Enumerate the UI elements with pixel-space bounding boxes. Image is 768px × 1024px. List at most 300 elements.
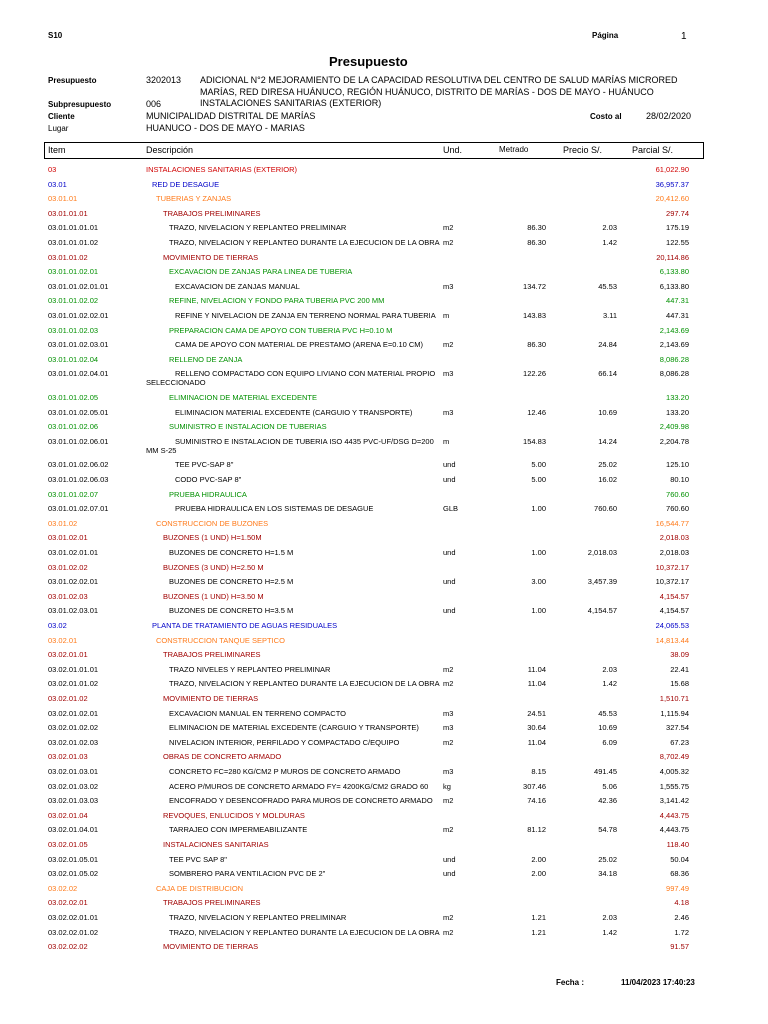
row-item-code: 03.01.01.02	[48, 252, 88, 262]
row-item-code: 03.01.01.02.02.01	[48, 311, 109, 320]
column-header-unit: Und.	[443, 145, 463, 155]
row-description: PLANTA DE TRATAMIENTO DE AGUAS RESIDUALES	[152, 621, 338, 630]
row-description: EXCAVACION DE ZANJAS MANUAL	[175, 281, 300, 291]
row-parcial: 16,544.77	[655, 518, 689, 528]
column-header-metrado: Metrado	[499, 145, 529, 154]
table-header	[44, 142, 704, 159]
row-description: EXCAVACION DE ZANJAS PARA LINEA DE TUBERIA	[169, 267, 353, 277]
row-description: REFINE Y NIVELACION DE ZANJA EN TERRENO NORMAL PARA TUBERIA	[175, 311, 436, 320]
table-row	[0, 679, 768, 693]
row-description: RED DE DESAGUE	[152, 179, 220, 189]
row-item-code: 03.01.02.03.01	[48, 606, 99, 616]
row-item-code: 03.01.01.02.02	[48, 296, 99, 306]
subpresupuesto-code: 006	[146, 99, 162, 109]
table-row	[0, 180, 768, 194]
row-item-code: 03.01.02.01.01	[48, 548, 99, 557]
column-header-description: Descripción	[146, 145, 194, 155]
row-description-continued: MM S-25	[146, 445, 177, 455]
row-precio: 5.06	[602, 781, 617, 791]
table-row	[0, 694, 768, 708]
row-parcial: 6,133.80	[659, 267, 689, 277]
row-unit: m3	[443, 369, 454, 379]
row-parcial: 997.49	[666, 883, 689, 893]
row-unit: m3	[443, 767, 454, 776]
row-item-code: 03.02.01.02.03	[48, 737, 99, 747]
row-parcial: 4,154.57	[659, 606, 689, 616]
row-item-code: 03.01.01.02.03	[48, 325, 99, 335]
row-parcial: 2,409.98	[659, 422, 689, 432]
row-unit: GLB	[443, 504, 459, 514]
row-precio: 2.03	[602, 223, 617, 233]
row-parcial: 133.20	[666, 393, 689, 402]
row-description: REVOQUES, ENLUCIDOS Y MOLDURAS	[163, 810, 305, 820]
row-metrado: 12.46	[527, 407, 546, 417]
row-unit: m3	[443, 708, 454, 718]
row-parcial: 2,204.78	[659, 436, 689, 446]
row-precio: 45.53	[598, 708, 617, 718]
row-description: OBRAS DE CONCRETO ARMADO	[163, 752, 282, 762]
row-item-code: 03.01.01.02.07	[48, 489, 99, 499]
row-item-code: 03.01.02	[48, 518, 78, 528]
row-parcial: 10,372.17	[655, 562, 689, 572]
row-unit: m	[443, 311, 450, 320]
row-description: CONCRETO FC=280 KG/CM2 P MUROS DE CONCRETO ARMADO	[169, 767, 401, 776]
table-row	[0, 855, 768, 869]
row-metrado: 3.00	[531, 577, 546, 587]
row-description: TRAZO, NIVELACION Y REPLANTEO PRELIMINAR	[169, 223, 347, 233]
row-precio: 34.18	[598, 869, 617, 879]
row-precio: 10.69	[598, 723, 617, 733]
row-precio: 24.84	[598, 340, 617, 350]
row-precio: 25.02	[598, 460, 617, 470]
row-unit: m2	[443, 927, 454, 937]
row-unit: m2	[443, 796, 454, 806]
row-parcial: 447.31	[666, 296, 689, 306]
row-description: MOVIMIENTO DE TIERRAS	[163, 942, 259, 952]
row-description: INSTALACIONES SANITARIAS	[163, 840, 269, 849]
row-parcial: 175.19	[666, 223, 689, 233]
row-metrado: 81.12	[527, 825, 546, 835]
table-row	[0, 738, 768, 752]
row-metrado: 1.21	[531, 913, 546, 922]
row-unit: m2	[443, 340, 454, 350]
row-item-code: 03.02.01.04	[48, 810, 88, 820]
row-description: TEE PVC SAP 8"	[169, 854, 227, 864]
table-row	[0, 490, 768, 504]
row-parcial: 1.72	[674, 927, 689, 937]
row-description: BUZONES (1 UND) H=3.50 M	[163, 591, 264, 601]
row-parcial: 297.74	[666, 208, 689, 218]
row-precio: 3.11	[602, 311, 617, 320]
table-row	[0, 723, 768, 737]
row-unit: und	[443, 606, 456, 616]
row-parcial: 2,018.03	[659, 533, 689, 543]
row-parcial: 133.20	[666, 407, 689, 417]
table-row	[0, 355, 768, 369]
row-metrado: 24.51	[527, 708, 546, 718]
row-precio: 42.36	[598, 796, 617, 806]
row-precio: 491.45	[594, 767, 617, 776]
row-description: MOVIMIENTO DE TIERRAS	[163, 252, 259, 262]
row-parcial: 447.31	[666, 311, 689, 320]
row-metrado: 1.00	[531, 606, 546, 616]
table-row	[0, 504, 768, 518]
row-parcial: 15.68	[670, 679, 689, 689]
table-row	[0, 913, 768, 927]
table-row	[0, 282, 768, 296]
presupuesto-description-line1: ADICIONAL N°2 MEJORAMIENTO DE LA CAPACIDAD RESOLUTIVA DEL CENTRO DE SALUD MARÍAS MICRORED	[200, 75, 678, 85]
row-item-code: 03.01.01.02.07.01	[48, 504, 109, 514]
row-metrado: 307.46	[523, 781, 546, 791]
row-parcial: 20,412.60	[655, 194, 689, 204]
row-description: BUZONES (1 UND) H=1.50M	[163, 533, 262, 543]
row-precio: 1.42	[602, 238, 617, 247]
row-description: SUMINISTRO E INSTALACION DE TUBERIA ISO 4435 PVC-UF/DSG D=200	[175, 436, 434, 446]
row-parcial: 4,154.57	[659, 591, 689, 601]
row-parcial: 50.04	[670, 854, 689, 864]
table-row	[0, 825, 768, 839]
column-header-parcial: Parcial S/.	[632, 145, 674, 155]
column-header-item: Item	[48, 145, 66, 155]
row-description: CAMA DE APOYO CON MATERIAL DE PRESTAMO (ARENA E=0.10 CM)	[175, 340, 424, 350]
table-row	[0, 340, 768, 354]
row-parcial: 4.18	[674, 898, 689, 908]
row-description: BUZONES DE CONCRETO H=3.5 M	[169, 606, 294, 616]
row-item-code: 03.02.02.01.02	[48, 927, 99, 937]
row-unit: und	[443, 869, 456, 879]
row-parcial: 6,133.80	[659, 281, 689, 291]
table-row	[0, 767, 768, 781]
table-row	[0, 393, 768, 407]
row-description: CAJA DE DISTRIBUCION	[156, 883, 244, 893]
table-row	[0, 884, 768, 898]
table-row	[0, 194, 768, 208]
row-parcial: 38.09	[670, 650, 689, 660]
table-row	[0, 223, 768, 237]
page-number: 1	[681, 31, 687, 42]
row-description: TARRAJEO CON IMPERMEABILIZANTE	[169, 825, 308, 835]
row-unit: m2	[443, 913, 454, 922]
row-parcial: 91.57	[670, 942, 689, 952]
row-description: ACERO P/MUROS DE CONCRETO ARMADO FY= 4200KG/CM2 GRADO 60	[169, 781, 429, 791]
row-parcial: 8,086.28	[659, 354, 689, 364]
row-parcial: 14,813.44	[655, 635, 689, 645]
row-description: SUMINISTRO E INSTALACION DE TUBERIAS	[169, 422, 327, 432]
table-row	[0, 311, 768, 325]
row-description: BUZONES (3 UND) H=2.50 M	[163, 562, 264, 572]
row-description: ENCOFRADO Y DESENCOFRADO PARA MUROS DE CONCRETO ARMADO	[169, 796, 433, 806]
row-unit: m3	[443, 281, 454, 291]
row-item-code: 03.01.01.02.04.01	[48, 369, 109, 379]
row-unit: m	[443, 436, 450, 446]
row-item-code: 03.01	[48, 179, 67, 189]
row-description: TRABAJOS PRELIMINARES	[163, 898, 261, 908]
row-item-code: 03.02.02	[48, 883, 78, 893]
table-row	[0, 942, 768, 956]
row-item-code: 03.01.01	[48, 194, 78, 204]
row-item-code: 03.02.01.03.01	[48, 767, 99, 776]
row-parcial: 2.46	[674, 913, 689, 922]
row-parcial: 4,443.75	[659, 825, 689, 835]
table-row	[0, 436, 768, 455]
row-description: CONSTRUCCION DE BUZONES	[156, 518, 269, 528]
row-item-code: 03.02.02.01	[48, 898, 88, 908]
row-item-code: 03.02.01.03	[48, 752, 88, 762]
row-precio: 10.69	[598, 407, 617, 417]
table-row	[0, 796, 768, 810]
row-item-code: 03.01.01.02.01.01	[48, 281, 109, 291]
row-parcial: 760.60	[666, 504, 689, 514]
row-description: BUZONES DE CONCRETO H=2.5 M	[169, 577, 294, 587]
row-unit: und	[443, 460, 456, 470]
row-parcial: 80.10	[670, 475, 689, 484]
row-item-code: 03.01.01.02.06.01	[48, 436, 109, 446]
table-row	[0, 592, 768, 606]
row-item-code: 03.01.01.02.06	[48, 422, 99, 432]
row-description: CONSTRUCCION TANQUE SEPTICO	[156, 635, 285, 645]
table-row	[0, 296, 768, 310]
table-row	[0, 840, 768, 854]
row-parcial: 3,141.42	[659, 796, 689, 806]
row-item-code: 03.02.01.02.01	[48, 708, 99, 718]
presupuesto-label: Presupuesto	[48, 76, 97, 85]
row-description: ELIMINACION DE MATERIAL EXCEDENTE (CARGUIO Y TRANSPORTE)	[169, 723, 419, 733]
row-item-code: 03.01.01.02.04	[48, 354, 99, 364]
table-row	[0, 869, 768, 883]
row-item-code: 03.01.01.01.02	[48, 238, 99, 247]
row-item-code: 03.02.02.02	[48, 942, 88, 952]
row-parcial: 2,143.69	[659, 340, 689, 350]
lugar-label: Lugar	[48, 124, 69, 133]
table-row	[0, 519, 768, 533]
row-metrado: 11.04	[527, 679, 546, 689]
row-parcial: 760.60	[666, 489, 689, 499]
row-item-code: 03.01.01.02.03.01	[48, 340, 109, 350]
row-description: CODO PVC-SAP 8"	[175, 475, 242, 484]
row-description: TRABAJOS PRELIMINARES	[163, 208, 261, 218]
presupuesto-code: 3202013	[146, 75, 182, 85]
row-precio: 14.24	[598, 436, 617, 446]
row-unit: m2	[443, 664, 454, 674]
row-precio: 66.14	[598, 369, 617, 379]
row-unit: m2	[443, 223, 454, 233]
row-description: INSTALACIONES SANITARIAS (EXTERIOR)	[146, 165, 297, 174]
table-row	[0, 369, 768, 388]
row-description-continued: SELECCIONADO	[146, 378, 206, 388]
row-item-code: 03.02.01.01.02	[48, 679, 99, 689]
row-description: RELLENO COMPACTADO CON EQUIPO LIVIANO CON MATERIAL PROPIO	[175, 369, 436, 379]
row-metrado: 11.04	[527, 664, 546, 674]
row-parcial: 4,443.75	[659, 810, 689, 820]
row-description: TRAZO, NIVELACION Y REPLANTEO DURANTE LA EJECUCION DE LA OBRA	[169, 927, 440, 937]
column-header-precio: Precio S/.	[563, 145, 603, 155]
row-parcial: 4,005.32	[659, 767, 689, 776]
row-metrado: 30.64	[527, 723, 546, 733]
row-description: ELIMINACION DE MATERIAL EXCEDENTE	[169, 393, 317, 402]
row-metrado: 74.16	[527, 796, 546, 806]
row-description: NIVELACION INTERIOR, PERFILADO Y COMPACTADO C/EQUIPO	[169, 737, 400, 747]
row-unit: kg	[443, 781, 451, 791]
row-unit: m2	[443, 679, 454, 689]
page-label: Página	[592, 31, 619, 40]
row-metrado: 8.15	[531, 767, 546, 776]
row-metrado: 5.00	[531, 475, 546, 484]
row-parcial: 125.10	[666, 460, 689, 470]
row-metrado: 2.00	[531, 869, 546, 879]
cliente-value: MUNICIPALIDAD DISTRITAL DE MARÍAS	[146, 111, 316, 121]
row-unit: m2	[443, 737, 454, 747]
table-row	[0, 606, 768, 620]
report-code: S10	[48, 31, 63, 40]
lugar-value: HUANUCO - DOS DE MAYO - MARIAS	[146, 123, 305, 133]
table-row	[0, 238, 768, 252]
row-description: TRABAJOS PRELIMINARES	[163, 650, 261, 660]
row-precio: 45.53	[598, 281, 617, 291]
table-row	[0, 408, 768, 422]
row-precio: 54.78	[598, 825, 617, 835]
row-unit: und	[443, 548, 456, 557]
table-row	[0, 533, 768, 547]
row-metrado: 1.00	[531, 548, 546, 557]
table-row	[0, 165, 768, 179]
subpresupuesto-description: INSTALACIONES SANITARIAS (EXTERIOR)	[200, 98, 382, 108]
row-precio: 2,018.03	[587, 548, 617, 557]
table-row	[0, 475, 768, 489]
row-description: BUZONES DE CONCRETO H=1.5 M	[169, 548, 294, 557]
table-row	[0, 811, 768, 825]
fecha-value: 11/04/2023 17:40:23	[621, 978, 695, 987]
row-unit: m2	[443, 825, 454, 835]
row-description: RELLENO DE ZANJA	[169, 354, 243, 364]
row-metrado: 122.26	[523, 369, 546, 379]
row-item-code: 03.01.01.02.05.01	[48, 407, 109, 417]
row-item-code: 03.02	[48, 621, 67, 630]
row-parcial: 8,702.49	[659, 752, 689, 762]
row-parcial: 1,510.71	[659, 694, 689, 703]
row-item-code: 03.01.02.02.01	[48, 577, 99, 587]
row-item-code: 03.01.01.01	[48, 208, 88, 218]
table-row	[0, 267, 768, 281]
table-row	[0, 209, 768, 223]
row-item-code: 03.02.01.03.03	[48, 796, 99, 806]
row-metrado: 143.83	[523, 311, 546, 320]
subpresupuesto-label: Subpresupuesto	[48, 100, 112, 109]
row-parcial: 68.36	[670, 869, 689, 879]
table-row	[0, 548, 768, 562]
table-row	[0, 460, 768, 474]
row-parcial: 8,086.28	[659, 369, 689, 379]
row-unit: und	[443, 475, 456, 484]
row-description: TRAZO, NIVELACION Y REPLANTEO DURANTE LA EJECUCION DE LA OBRA	[169, 679, 440, 689]
row-item-code: 03.02.01.05.02	[48, 869, 99, 879]
row-precio: 25.02	[598, 854, 617, 864]
table-row	[0, 422, 768, 436]
row-unit: m3	[443, 407, 454, 417]
table-row	[0, 709, 768, 723]
row-metrado: 1.21	[531, 927, 546, 937]
row-parcial: 327.54	[666, 723, 689, 733]
table-row	[0, 928, 768, 942]
table-row	[0, 326, 768, 340]
table-row	[0, 650, 768, 664]
row-item-code: 03.01.02.01	[48, 533, 88, 543]
row-description: PRUEBA HIDRAULICA	[169, 489, 247, 499]
table-row	[0, 636, 768, 650]
row-parcial: 1,555.75	[659, 781, 689, 791]
cliente-label: Cliente	[48, 112, 75, 121]
row-description: TEE PVC-SAP 8"	[175, 460, 234, 470]
row-unit: und	[443, 577, 456, 587]
row-metrado: 86.30	[527, 340, 546, 350]
row-precio: 1.42	[602, 927, 617, 937]
row-item-code: 03	[48, 165, 57, 174]
row-item-code: 03.01.01.02.05	[48, 393, 99, 402]
row-item-code: 03.02.01.01.01	[48, 664, 99, 674]
row-item-code: 03.02.01.05.01	[48, 854, 99, 864]
fecha-label: Fecha :	[556, 978, 585, 987]
row-parcial: 20,114.86	[656, 252, 689, 262]
table-row	[0, 898, 768, 912]
row-parcial: 24,065.53	[655, 621, 689, 630]
row-description: TRAZO NIVELES Y REPLANTEO PRELIMINAR	[169, 664, 331, 674]
row-description: PREPARACION CAMA DE APOYO CON TUBERIA PVC H=0.10 M	[169, 325, 393, 335]
row-item-code: 03.01.02.02	[48, 562, 88, 572]
row-description: PRUEBA HIDRAULICA EN LOS SISTEMAS DE DESAGUE	[175, 504, 374, 514]
costo-label: Costo al	[590, 112, 622, 121]
row-parcial: 118.40	[666, 840, 689, 849]
table-row	[0, 563, 768, 577]
row-item-code: 03.02.01.01	[48, 650, 88, 660]
costo-date: 28/02/2020	[646, 111, 692, 121]
row-parcial: 36,957.37	[655, 179, 689, 189]
row-description: TUBERIAS Y ZANJAS	[156, 194, 232, 204]
page-title: Presupuesto	[329, 54, 408, 69]
row-item-code: 03.02.01.03.02	[48, 781, 99, 791]
row-item-code: 03.02.01	[48, 635, 78, 645]
row-item-code: 03.02.01.04.01	[48, 825, 99, 835]
row-item-code: 03.02.02.01.01	[48, 913, 99, 922]
table-row	[0, 577, 768, 591]
row-description: TRAZO, NIVELACION Y REPLANTEO PRELIMINAR	[169, 913, 347, 922]
row-parcial: 61,022.90	[655, 165, 689, 174]
row-parcial: 10,372.17	[655, 577, 689, 587]
table-row	[0, 752, 768, 766]
row-metrado: 11.04	[527, 737, 546, 747]
row-precio: 4,154.57	[587, 606, 617, 616]
row-precio: 16.02	[598, 475, 617, 484]
row-description: EXCAVACION MANUAL EN TERRENO COMPACTO	[169, 708, 346, 718]
row-parcial: 1,115.94	[660, 708, 689, 718]
table-row	[0, 621, 768, 635]
row-precio: 6.09	[602, 737, 617, 747]
row-item-code: 03.02.01.05	[48, 840, 88, 849]
row-metrado: 134.72	[523, 281, 546, 291]
row-precio: 760.60	[594, 504, 617, 514]
table-row	[0, 782, 768, 796]
row-unit: m2	[443, 238, 454, 247]
row-unit: und	[443, 854, 456, 864]
row-precio: 2.03	[602, 664, 617, 674]
row-precio: 3,457.39	[587, 577, 617, 587]
row-item-code: 03.01.01.02.06.02	[48, 460, 109, 470]
row-description: REFINE, NIVELACION Y FONDO PARA TUBERIA PVC 200 MM	[169, 296, 385, 306]
row-metrado: 154.83	[523, 436, 546, 446]
row-description: TRAZO, NIVELACION Y REPLANTEO DURANTE LA EJECUCION DE LA OBRA	[169, 238, 440, 247]
row-precio: 1.42	[602, 679, 617, 689]
row-metrado: 86.30	[527, 223, 546, 233]
row-parcial: 2,143.69	[659, 325, 689, 335]
row-description: ELIMINACION MATERIAL EXCEDENTE (CARGUIO Y TRANSPORTE)	[175, 407, 413, 417]
